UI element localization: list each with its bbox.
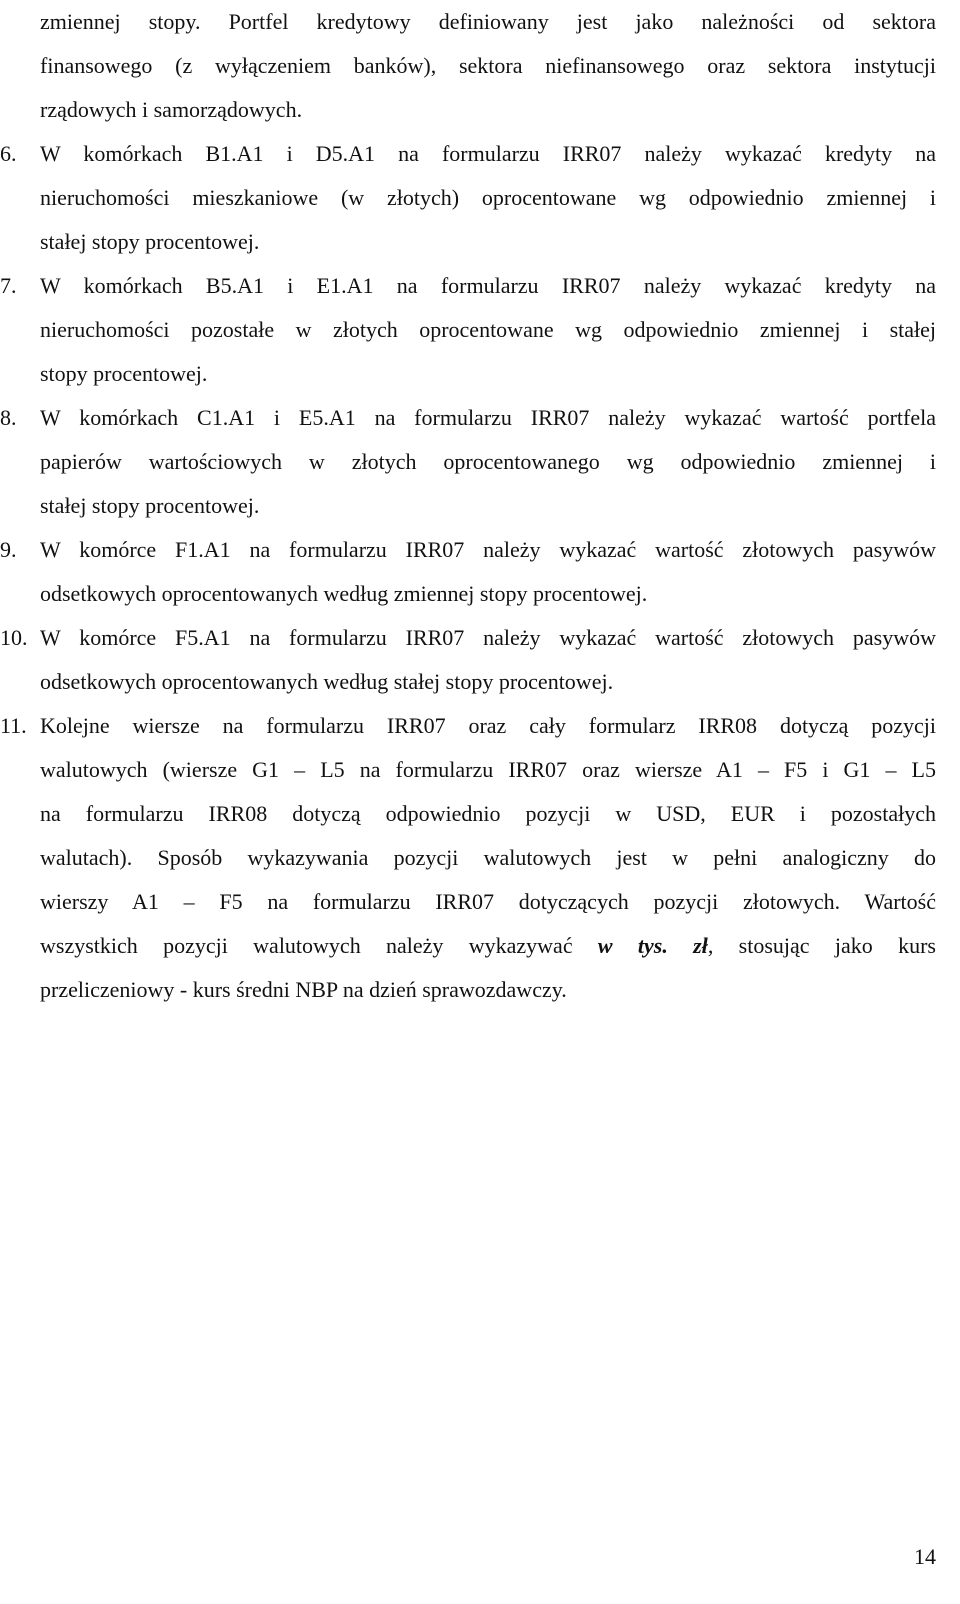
text-line: odsetkowych oprocentowanych według zmiennej stopy procentowej. <box>40 581 648 606</box>
text-line: rządowych i samorządowych. <box>40 97 303 122</box>
text-line: stałej stopy procentowej. <box>40 493 260 518</box>
list-item-7 <box>0 264 936 396</box>
text-line: nieruchomości pozostałe w złotych oprocentowane wg odpowiednio zmiennej i stałej <box>40 317 936 342</box>
text-line: W komórkach B5.A1 i E1.A1 na formularzu IRR07 należy wykazać kredyty na <box>40 273 936 298</box>
text-segment: , stosując jako kurs <box>707 933 936 958</box>
list-item-9 <box>0 528 936 616</box>
list-item-number: 9. <box>0 537 17 562</box>
text-line: zmiennej stopy. Portfel kredytowy definiowany jest jako należności od sektora <box>40 9 936 34</box>
list-item-10 <box>0 616 936 704</box>
list-item-number: 11. <box>0 713 27 738</box>
text-line: W komórkach B1.A1 i D5.A1 na formularzu IRR07 należy wykazać kredyty na <box>40 141 936 166</box>
text-segment: wszystkich pozycji walutowych należy wykazywać <box>40 933 598 958</box>
text-line: stopy procentowej. <box>40 361 208 386</box>
text-line: przeliczeniowy - kurs średni NBP na dzień sprawozdawczy. <box>40 977 567 1002</box>
list-item-number: 10. <box>0 625 28 650</box>
list-item-8 <box>0 396 936 528</box>
text-line: na formularzu IRR08 dotyczą odpowiednio pozycji w USD, EUR i pozostałych <box>40 801 936 826</box>
list-item-number: 8. <box>0 405 17 430</box>
list-item-11 <box>0 704 936 1012</box>
text-line: W komórkach C1.A1 i E5.A1 na formularzu IRR07 należy wykazać wartość portfela <box>40 405 936 430</box>
text-line: walutach). Sposób wykazywania pozycji walutowych jest w pełni analogiczny do <box>40 845 936 870</box>
text-line: W komórce F5.A1 na formularzu IRR07 należy wykazać wartość złotowych pasywów <box>40 625 936 650</box>
text-line-with-emphasis <box>40 924 936 968</box>
text-line: nieruchomości mieszkaniowe (w złotych) oprocentowane wg odpowiednio zmiennej i <box>40 185 936 210</box>
list-item-6 <box>0 132 936 264</box>
list-item-number: 7. <box>0 273 17 298</box>
text-line: finansowego (z wyłączeniem banków), sektora niefinansowego oraz sektora instytucji <box>40 53 936 78</box>
text-line: W komórce F1.A1 na formularzu IRR07 należy wykazać wartość złotowych pasywów <box>40 537 936 562</box>
list-item-number: 6. <box>0 141 17 166</box>
intro-paragraph <box>40 0 936 132</box>
page-number: 14 <box>914 1544 936 1569</box>
text-line: wierszy A1 – F5 na formularzu IRR07 dotyczących pozycji złotowych. Wartość <box>40 889 936 914</box>
text-line: walutowych (wiersze G1 – L5 na formularzu IRR07 oraz wiersze A1 – F5 i G1 – L5 <box>40 757 936 782</box>
text-line: papierów wartościowych w złotych oprocentowanego wg odpowiednio zmiennej i <box>40 449 936 474</box>
text-line: odsetkowych oprocentowanych według stałej stopy procentowej. <box>40 669 614 694</box>
text-line: stałej stopy procentowej. <box>40 229 260 254</box>
emphasis-units: w tys. zł <box>597 933 708 958</box>
text-line: Kolejne wiersze na formularzu IRR07 oraz cały formularz IRR08 dotyczą pozycji <box>40 713 936 738</box>
